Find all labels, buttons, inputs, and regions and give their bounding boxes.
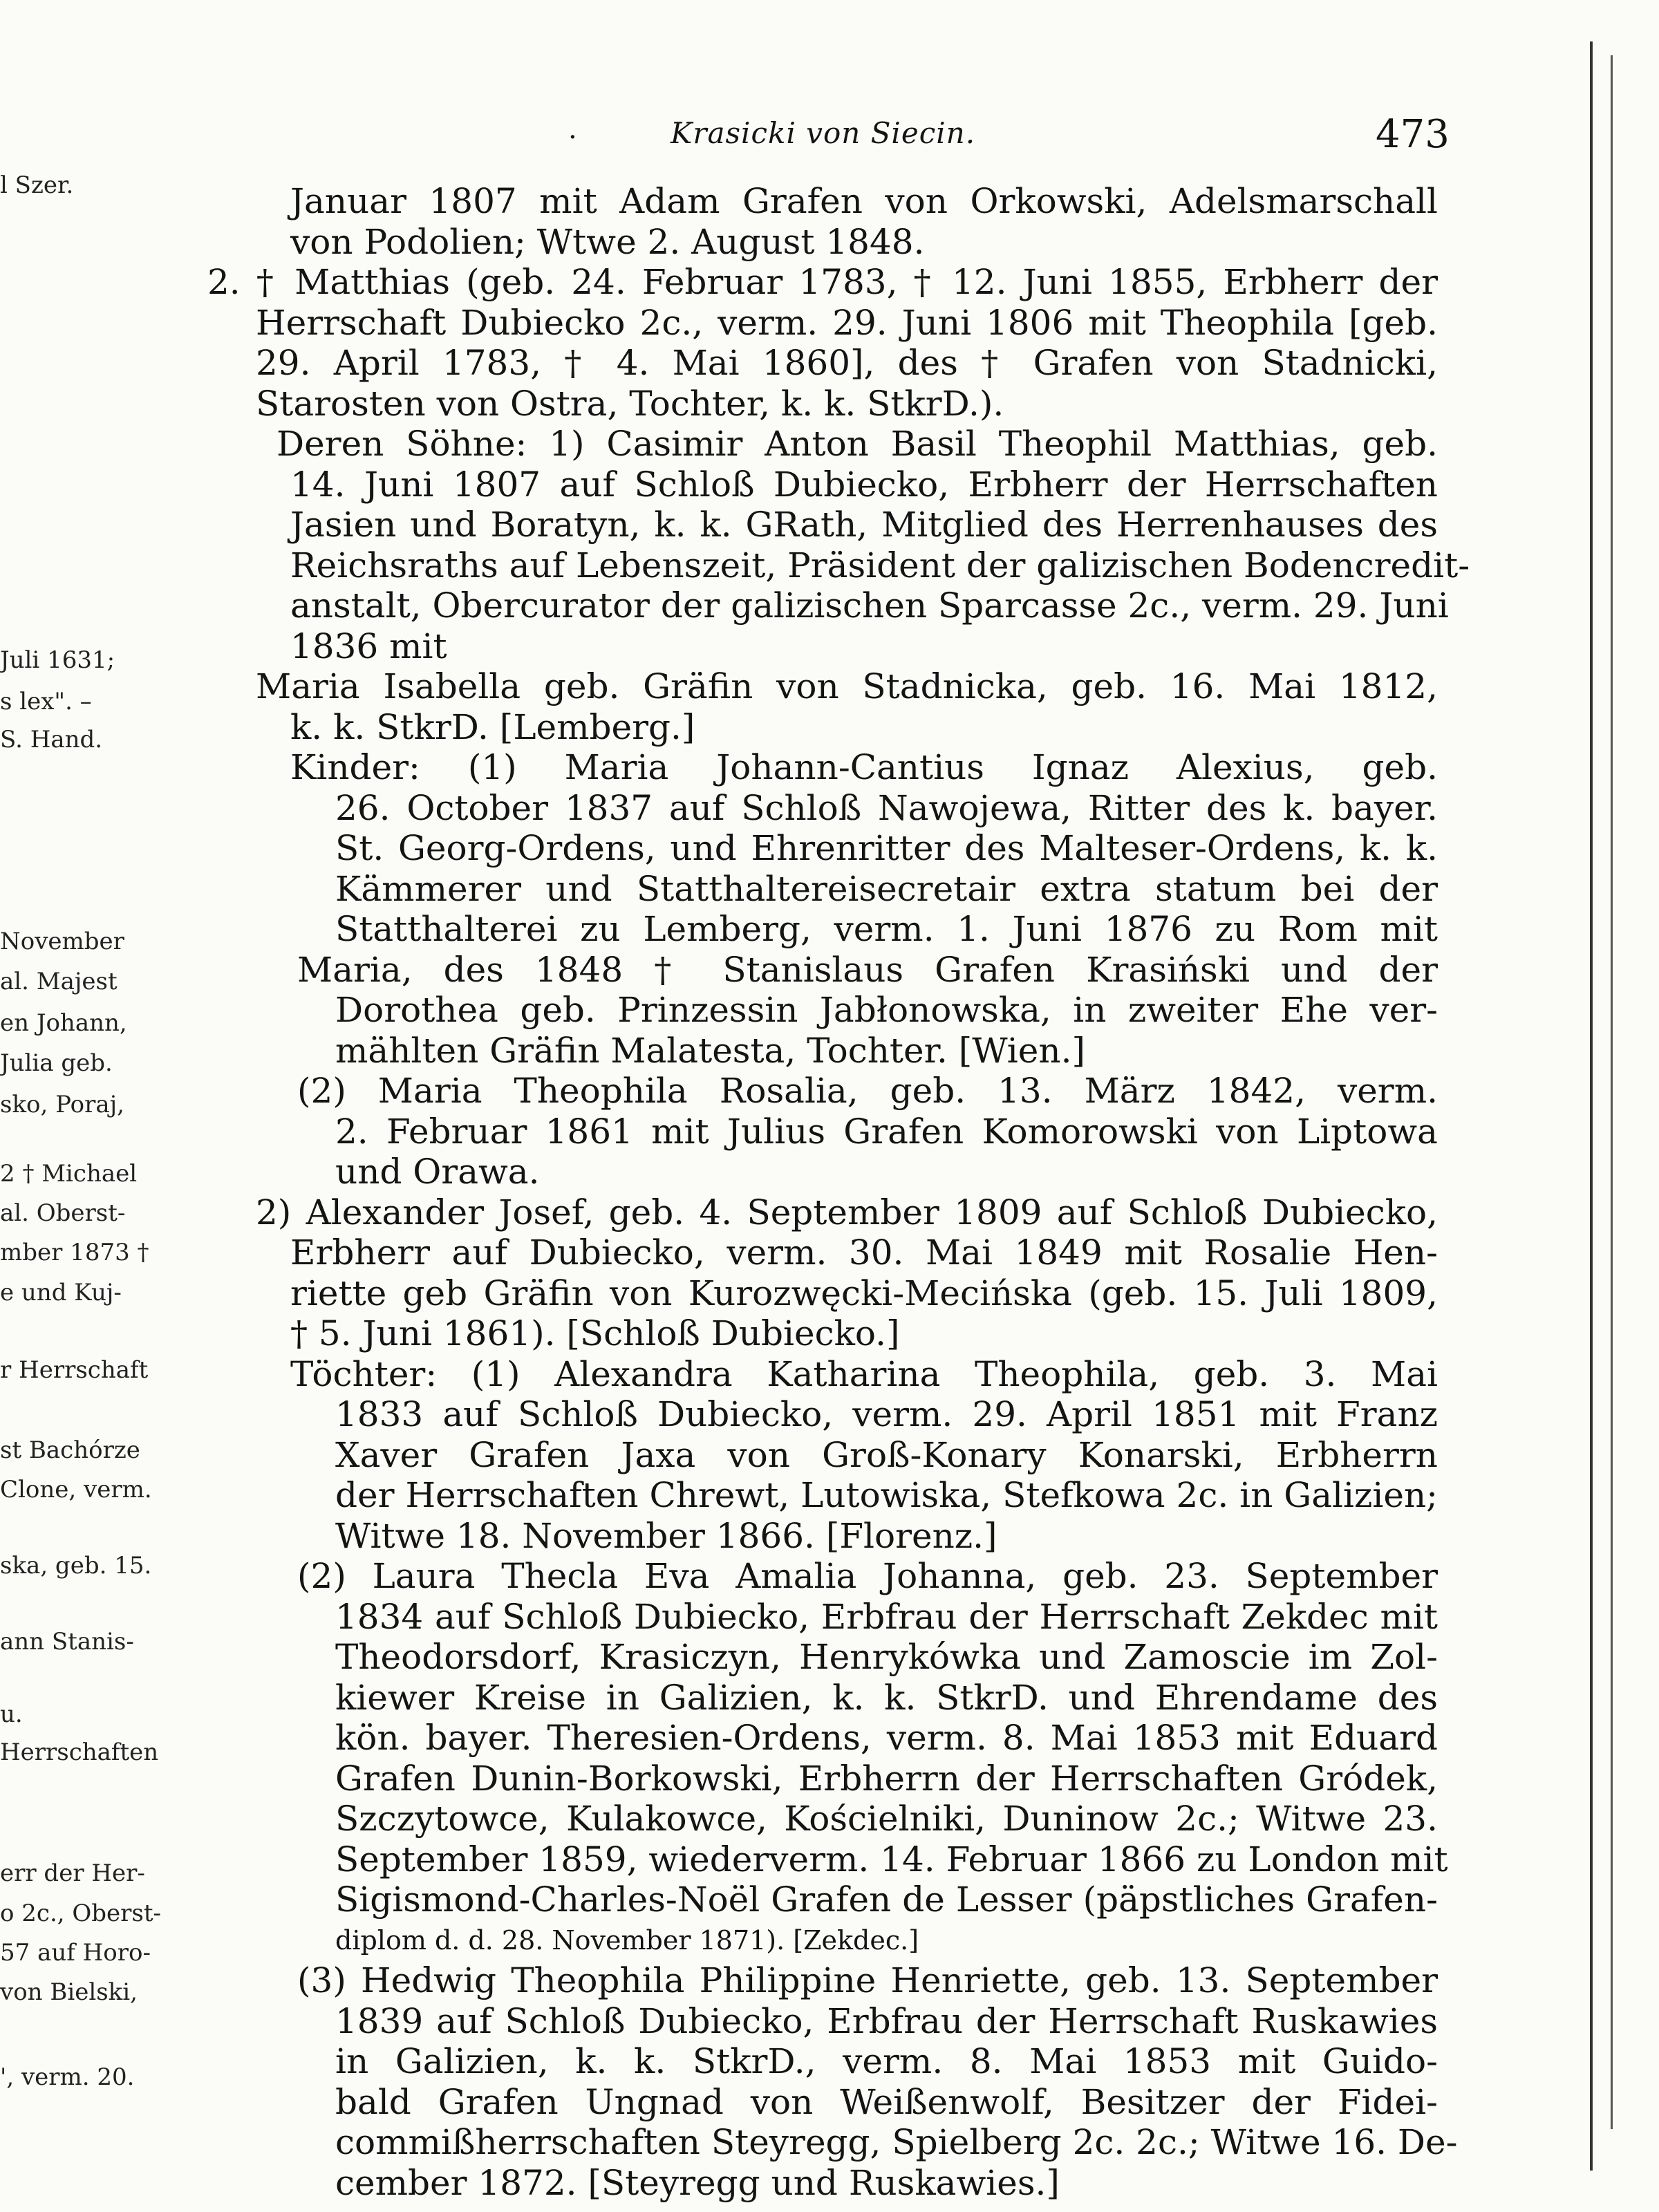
text-line: diplom d. d. 28. November 1871). [Zekdec.] <box>335 1924 919 1956</box>
text-line: riette geb Gräfin von Kurozwęcki-Mecińska (geb. 15. Juli 1809, <box>290 1273 1438 1313</box>
text-line: Witwe 18. November 1866. [Florenz.] <box>335 1515 997 1556</box>
margin-fragment: al. Majest <box>0 968 118 995</box>
text-line: 26. October 1837 auf Schloß Nawojewa, Ritter des k. bayer. <box>335 787 1438 828</box>
text-line: commißherrschaften Steyregg, Spielberg 2c. 2c.; Witwe 16. De- <box>335 2122 1458 2162</box>
margin-fragment: November <box>0 928 124 955</box>
header-dot: . <box>568 113 577 145</box>
margin-fragment: l Szer. <box>0 171 74 199</box>
text-line: Starosten von Ostra, Tochter, k. k. StkrD.). <box>256 383 1004 424</box>
margin-fragment: r Herrschaft <box>0 1356 149 1384</box>
text-line: der Herrschaften Chrewt, Lutowiska, Stefkowa 2c. in Galizien; <box>335 1475 1438 1515</box>
margin-fragment: u. <box>0 1700 23 1728</box>
margin-fragment: ', verm. 20. <box>0 2063 135 2091</box>
text-line: Maria, des 1848 † Stanislaus Grafen Krasiński und der <box>297 949 1438 990</box>
text-line: von Podolien; Wtwe 2. August 1848. <box>290 221 925 262</box>
binding-edge-line <box>1611 55 1613 2129</box>
margin-fragment: Juli 1631; <box>0 646 115 674</box>
text-line: mählten Gräfin Malatesta, Tochter. [Wien.] <box>335 1030 1085 1071</box>
text-line: St. Georg-Ordens, und Ehrenritter des Malteser-Ordens, k. k. <box>335 828 1438 868</box>
text-line: Jasien und Boratyn, k. k. GRath, Mitglied des Herrenhauses des <box>290 505 1438 545</box>
text-line: cember 1872. [Steyregg und Ruskawies.] <box>335 2162 1060 2203</box>
text-line: in Galizien, k. k. StkrD., verm. 8. Mai 1853 mit Guido- <box>335 2041 1438 2081</box>
text-line: Herrschaft Dubiecko 2c., verm. 29. Juni 1806 mit Theophila [geb. <box>256 302 1438 343</box>
text-line: k. k. StkrD. [Lemberg.] <box>290 706 695 747</box>
text-line: Dorothea geb. Prinzessin Jabłonowska, in zweiter Ehe ver- <box>335 990 1438 1030</box>
text-line: Kämmerer und Statthaltereisecretair extra statum bei der <box>335 868 1438 909</box>
margin-fragment: al. Oberst- <box>0 1199 126 1227</box>
margin-fragment: Julia geb. <box>0 1049 113 1077</box>
margin-fragment: ska, geb. 15. <box>0 1552 152 1580</box>
page-number: 473 <box>1376 112 1450 157</box>
running-header <box>0 112 1659 165</box>
text-line: 14. Juni 1807 auf Schloß Dubiecko, Erbherr der Herrschaften <box>290 464 1438 505</box>
text-line: Statthalterei zu Lemberg, verm. 1. Juni 1876 zu Rom mit <box>335 909 1438 949</box>
margin-fragment: von Bielski, <box>0 1978 138 2006</box>
text-line: kiewer Kreise in Galizien, k. k. StkrD. und Ehrendame des <box>335 1677 1438 1718</box>
margin-fragment: ann Stanis- <box>0 1628 134 1656</box>
text-line: bald Grafen Ungnad von Weißenwolf, Besitzer der Fidei- <box>335 2081 1438 2122</box>
margin-fragment: o 2c., Oberst- <box>0 1900 161 1927</box>
text-line: Maria Isabella geb. Gräfin von Stadnicka, geb. 16. Mai 1812, <box>256 666 1438 706</box>
text-line: kön. bayer. Theresien-Ordens, verm. 8. Mai 1853 mit Eduard <box>335 1718 1438 1758</box>
text-line: Grafen Dunin-Borkowski, Erbherrn der Herrschaften Gródek, <box>335 1758 1438 1799</box>
text-line: anstalt, Obercurator der galizischen Sparcasse 2c., verm. 29. Juni <box>290 585 1449 626</box>
text-line: 29. April 1783, † 4. Mai 1860], des † Grafen von Stadnicki, <box>256 343 1438 383</box>
margin-fragment: e und Kuj- <box>0 1279 122 1306</box>
margin-fragment: Herrschaften <box>0 1738 159 1766</box>
margin-fragment: mber 1873 † <box>0 1239 149 1266</box>
text-line: 1833 auf Schloß Dubiecko, verm. 29. April 1851 mit Franz <box>335 1394 1438 1434</box>
text-line: Xaver Grafen Jaxa von Groß-Konary Konarski, Erbherrn <box>335 1434 1438 1475</box>
text-line: Sigismond-Charles-Noël Grafen de Lesser (päpstliches Grafen- <box>335 1880 1438 1920</box>
margin-fragment: 2 † Michael <box>0 1160 138 1188</box>
text-body <box>207 181 1470 2203</box>
text-line: Erbherr auf Dubiecko, verm. 30. Mai 1849 mit Rosalie Hen- <box>290 1232 1438 1273</box>
text-line: Deren Söhne: 1) Casimir Anton Basil Theophil Matthias, geb. <box>276 424 1438 464</box>
margin-fragment: err der Her- <box>0 1859 145 1887</box>
text-line: Kinder: (1) Maria Johann-Cantius Ignaz Alexius, geb. <box>290 747 1438 787</box>
text-line: (2) Maria Theophila Rosalia, geb. 13. März 1842, verm. <box>297 1071 1438 1111</box>
text-line: 2. † Matthias (geb. 24. Februar 1783, † 12. Juni 1855, Erbherr der <box>207 262 1438 302</box>
text-line: 1834 auf Schloß Dubiecko, Erbfrau der Herrschaft Zekdec mit <box>335 1596 1438 1637</box>
margin-fragment: en Johann, <box>0 1009 127 1037</box>
margin-fragment: S. Hand. <box>0 726 103 753</box>
text-line: Reichsraths auf Lebenszeit, Präsident der galizischen Bodencredit- <box>290 545 1470 585</box>
margin-fragment: s lex". – <box>0 688 92 715</box>
margin-fragment: Clone, verm. <box>0 1476 152 1503</box>
text-line: 1836 mit <box>290 626 447 666</box>
text-line: (3) Hedwig Theophila Philippine Henriette, geb. 13. September <box>297 1960 1438 2000</box>
left-margin-bleed <box>0 0 161 2212</box>
margin-fragment: st Bachórze <box>0 1436 140 1464</box>
margin-fragment: 57 auf Horo- <box>0 1939 151 1967</box>
text-line: und Orawa. <box>335 1152 540 1192</box>
text-line: September 1859, wiederverm. 14. Februar 1866 zu London mit <box>335 1839 1448 1880</box>
running-title: Krasicki von Siecin. <box>671 116 976 150</box>
text-line: Januar 1807 mit Adam Grafen von Orkowski, Adelsmarschall <box>290 181 1438 221</box>
text-line: Theodorsdorf, Krasiczyn, Henrykówka und Zamoscie im Zol- <box>335 1637 1438 1677</box>
text-line: Töchter: (1) Alexandra Katharina Theophila, geb. 3. Mai <box>290 1353 1438 1394</box>
binding-edge-line <box>1590 41 1593 2171</box>
text-line: 1839 auf Schloß Dubiecko, Erbfrau der Herrschaft Ruskawies <box>335 2000 1438 2041</box>
text-line: 2) Alexander Josef, geb. 4. September 1809 auf Schloß Dubiecko, <box>256 1192 1438 1232</box>
text-line: 2. Februar 1861 mit Julius Grafen Komorowski von Liptowa <box>335 1111 1438 1152</box>
text-line: † 5. Juni 1861). [Schloß Dubiecko.] <box>290 1313 900 1353</box>
text-line: Szczytowce, Kulakowce, Kościelniki, Duninow 2c.; Witwe 23. <box>335 1799 1438 1839</box>
margin-fragment: sko, Poraj, <box>0 1091 124 1118</box>
text-line: (2) Laura Thecla Eva Amalia Johanna, geb. 23. September <box>297 1556 1438 1596</box>
